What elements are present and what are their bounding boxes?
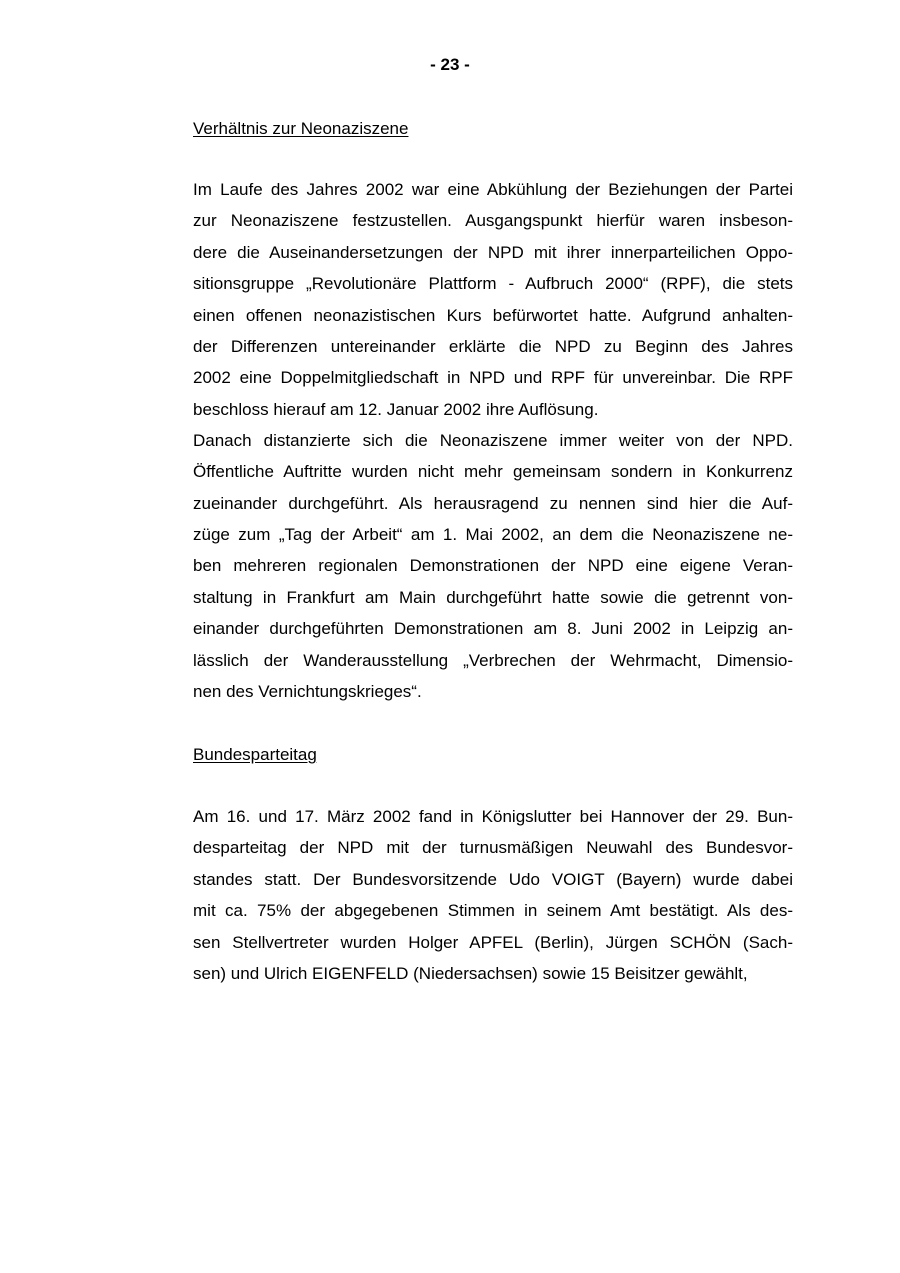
text-line: dere die Auseinandersetzungen der NPD mit ihrer innerparteilichen Oppo-: [193, 243, 793, 262]
text-line: 2002 eine Doppelmitgliedschaft in NPD und RPF für unvereinbar. Die RPF: [193, 368, 793, 387]
text-line: ben mehreren regionalen Demonstrationen der NPD eine eigene Veran-: [193, 556, 793, 575]
text-line: zueinander durchgeführt. Als herausragend zu nennen sind hier die Auf-: [193, 494, 793, 513]
text-line: einander durchgeführten Demonstrationen am 8. Juni 2002 in Leipzig an-: [193, 619, 793, 638]
text-line: sen Stellvertreter wurden Holger APFEL (Berlin), Jürgen SCHÖN (Sach-: [193, 933, 793, 952]
text-line: Am 16. und 17. März 2002 fand in Königslutter bei Hannover der 29. Bun-: [193, 807, 793, 826]
text-line: beschloss hierauf am 12. Januar 2002 ihre Auflösung.: [193, 400, 599, 419]
text-line: desparteitag der NPD mit der turnusmäßigen Neuwahl des Bundesvor-: [193, 838, 793, 857]
text-line: staltung in Frankfurt am Main durchgeführt hatte sowie die getrennt von-: [193, 588, 793, 607]
text-line: sitionsgruppe „Revolutionäre Plattform - Aufbruch 2000“ (RPF), die stets: [193, 274, 793, 293]
section-heading-neonaziszene: Verhältnis zur Neonaziszene: [193, 119, 409, 138]
text-line: mit ca. 75% der abgegebenen Stimmen in seinem Amt bestätigt. Als des-: [193, 901, 793, 920]
text-line: sen) und Ulrich EIGENFELD (Niedersachsen) sowie 15 Beisitzer gewählt,: [193, 964, 748, 983]
text-line: der Differenzen untereinander erklärte die NPD zu Beginn des Jahres: [193, 337, 793, 356]
text-line: standes statt. Der Bundesvorsitzende Udo VOIGT (Bayern) wurde dabei: [193, 870, 793, 889]
text-line: Im Laufe des Jahres 2002 war eine Abkühlung der Beziehungen der Partei: [193, 180, 793, 199]
page-number: - 23 -: [430, 55, 470, 74]
text-line: Danach distanzierte sich die Neonaziszene immer weiter von der NPD.: [193, 431, 793, 450]
text-line: einen offenen neonazistischen Kurs befürwortet hatte. Aufgrund anhalten-: [193, 306, 793, 325]
text-line: züge zum „Tag der Arbeit“ am 1. Mai 2002, an dem die Neonaziszene ne-: [193, 525, 793, 544]
text-line: Öffentliche Auftritte wurden nicht mehr gemeinsam sondern in Konkurrenz: [193, 462, 793, 481]
text-line: zur Neonaziszene festzustellen. Ausgangspunkt hierfür waren insbeson-: [193, 211, 793, 230]
section-heading-bundesparteitag: Bundesparteitag: [193, 745, 317, 764]
text-line: nen des Vernichtungskrieges“.: [193, 682, 422, 701]
text-line: lässlich der Wanderausstellung „Verbrechen der Wehrmacht, Dimensio-: [193, 651, 793, 670]
